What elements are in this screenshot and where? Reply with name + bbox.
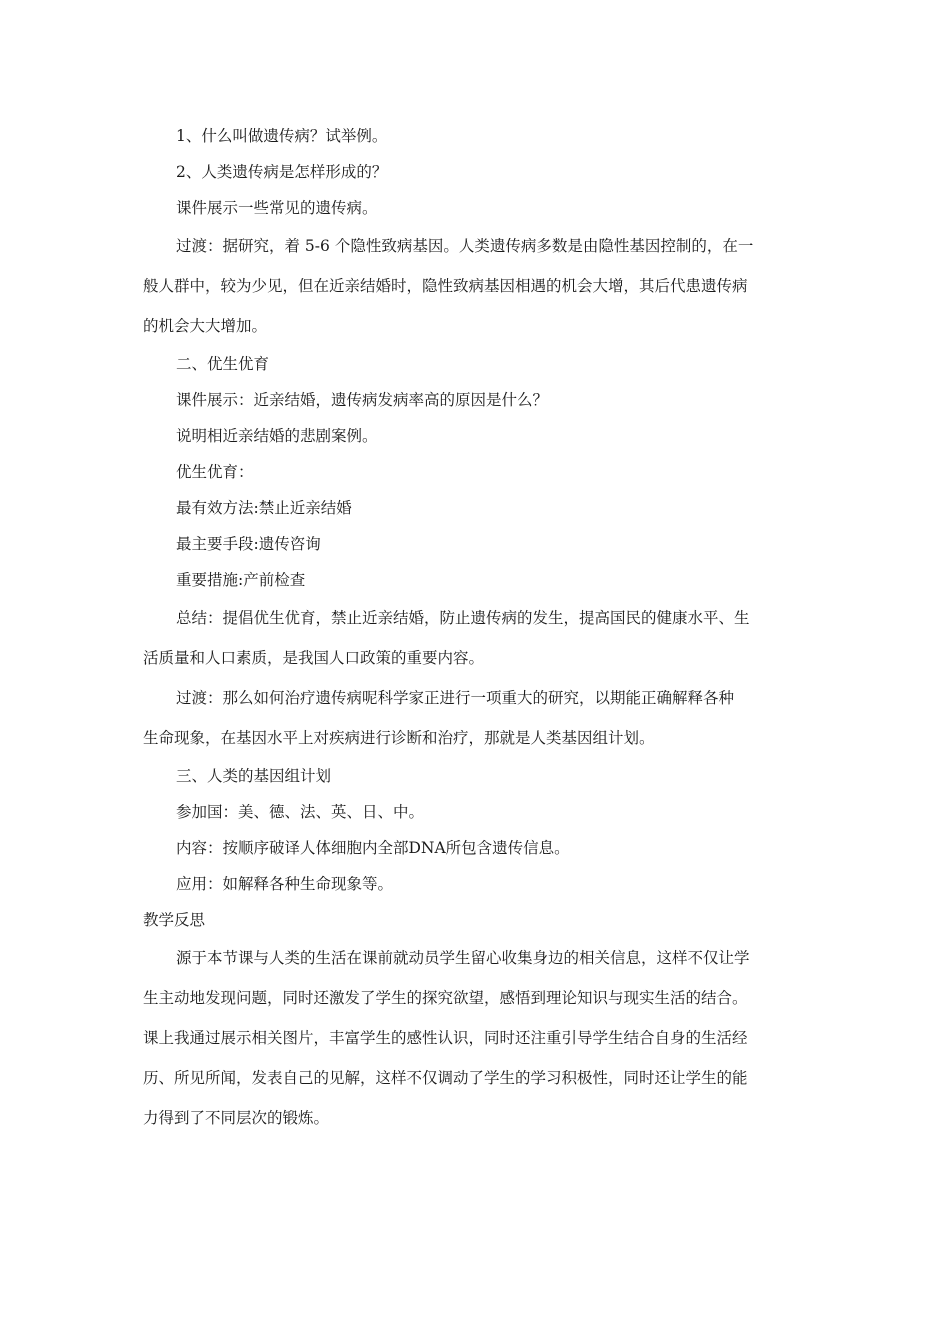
project-content: 内容：按顺序破译人体细胞内全部DNA所包含遗传信息。 — [176, 839, 570, 857]
reflection-paragraph-line: 生主动地发现问题，同时还激发了学生的探究欲望，感悟到理论知识与现实生活的结合。 — [143, 989, 748, 1007]
courseware-display: 课件展示一些常见的遗传病。 — [176, 199, 378, 217]
section-heading-genome-project: 三、人类的基因组计划 — [176, 767, 332, 785]
main-means: 最主要手段:遗传咨询 — [176, 535, 321, 553]
summary-paragraph-line: 总结：提倡优生优育，禁止近亲结婚，防止遗传病的发生，提高国民的健康水平、生 — [176, 609, 750, 627]
transition-paragraph-line: 过渡：据研究，着 5-6 个隐性致病基因。人类遗传病多数是由隐性基因控制的，在一 — [176, 237, 754, 255]
reflection-paragraph-line: 源于本节课与人类的生活在课前就动员学生留心收集身边的相关信息，这样不仅让学 — [176, 949, 750, 967]
participating-countries: 参加国：美、德、法、英、日、中。 — [176, 803, 425, 821]
courseware-question: 课件展示：近亲结婚，遗传病发病率高的原因是什么？ — [176, 391, 549, 409]
transition-paragraph-line: 过渡：那么如何治疗遗传病呢科学家正进行一项重大的研究，以期能正确解释各种 — [176, 689, 735, 707]
project-application: 应用：如解释各种生命现象等。 — [176, 875, 394, 893]
most-effective-method: 最有效方法:禁止近亲结婚 — [176, 499, 352, 517]
summary-paragraph-line: 活质量和人口素质，是我国人口政策的重要内容。 — [143, 649, 485, 667]
section-heading-eugenics: 二、优生优育 — [176, 355, 270, 373]
case-explanation: 说明相近亲结婚的悲剧案例。 — [176, 427, 378, 445]
reflection-paragraph-line: 力得到了不同层次的锻炼。 — [143, 1109, 330, 1127]
teaching-reflection-heading: 教学反思 — [143, 911, 206, 929]
reflection-paragraph-line: 历、所见所闻，发表自己的见解，这样不仅调动了学生的学习积极性，同时还让学生的能 — [143, 1069, 748, 1087]
question-1: 1、什么叫做遗传病？试举例。 — [176, 127, 388, 145]
transition-paragraph-line: 生命现象，在基因水平上对疾病进行诊断和治疗，那就是人类基因组计划。 — [143, 729, 655, 747]
document-body — [143, 118, 808, 1138]
question-2: 2、人类遗传病是怎样形成的？ — [176, 163, 388, 181]
important-measure: 重要措施:产前检查 — [176, 571, 306, 589]
transition-paragraph-line: 般人群中，较为少见，但在近亲结婚时，隐性致病基因相遇的机会大增，其后代患遗传病 — [143, 277, 748, 295]
transition-paragraph-line: 的机会大大增加。 — [143, 317, 268, 335]
eugenics-label: 优生优育： — [176, 463, 254, 481]
reflection-paragraph-line: 课上我通过展示相关图片，丰富学生的感性认识，同时还注重引导学生结合自身的生活经 — [143, 1029, 748, 1047]
